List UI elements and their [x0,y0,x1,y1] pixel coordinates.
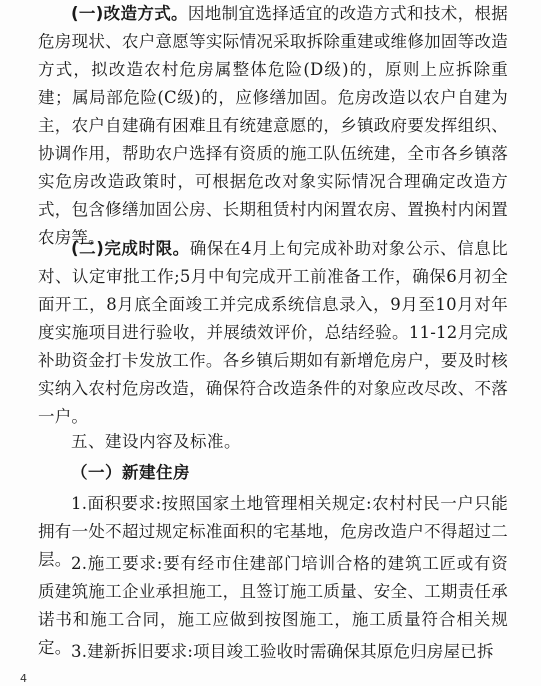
section-body-renovation-method: 因地制宜选择适宜的改造方式和技术，根据危房现状、农户意愿等实际情况采取拆除重建或维修加固等改造方式，拟改造农村危房属整体危险(D级)的，原则上应拆除重建；属局部危险(C级)的，应修缮加固。危房改造以农户自建为主，农户自建确有困难且有统建意愿的，乡镇政府要发挥组织、协调作用，帮助农户选择有资质的施工队伍统建，全市各乡镇落实危房改造政策时，可根据危改对象实际情况合理确定改造方式，包含修缮加固公房、长期租赁村内闲置农房、置换村内闲置农房等。 [38,4,508,247]
item-new-build-demolish-requirement: 3.建新拆旧要求:项目竣工验收时需确保其原危归房屋已拆 [71,642,494,661]
paragraph-renovation-method [38,0,508,252]
subsection-new-housing-heading: （一）新建住房 [71,463,190,482]
item-construction-requirement: 2.施工要求:要有经市住建部门培训合格的建筑工匠或有资质建筑施工企业承担施工，且签订施工质量、安全、工期责任承诺书和施工合同，施工应做到按图施工，施工质量符合相关规定。 [38,554,508,657]
page-number: 4 [20,672,27,685]
section-title-renovation-method: (一)改造方式。 [71,4,188,23]
paragraph-completion-deadline [38,235,508,431]
item-area-requirement: 1.面积要求:按照国家土地管理相关规定:农村村民一户只能拥有一处不超过规定标准面积的宅基地，危房改造户不得超过二层。 [38,494,508,569]
section-body-completion-deadline: 确保在4月上旬完成补助对象公示、信息比对、认定审批工作;5月中旬完成开工前准备工作，确保6月初全面开工，8月底全面竣工并完成系统信息录入，9月至10月对年度实施项目进行验收，并展绩效评价，总结经验。11-12月完成补助资金打卡发放工作。各乡镇后期如有新增危房户，要及时核实纳入农村危房改造，确保符合改造条件的对象应改尽改、不落一户。 [38,239,508,426]
chapter-five-heading: 五、建设内容及标准。 [71,432,241,451]
section-title-completion-deadline: (二)完成时限。 [71,239,190,258]
